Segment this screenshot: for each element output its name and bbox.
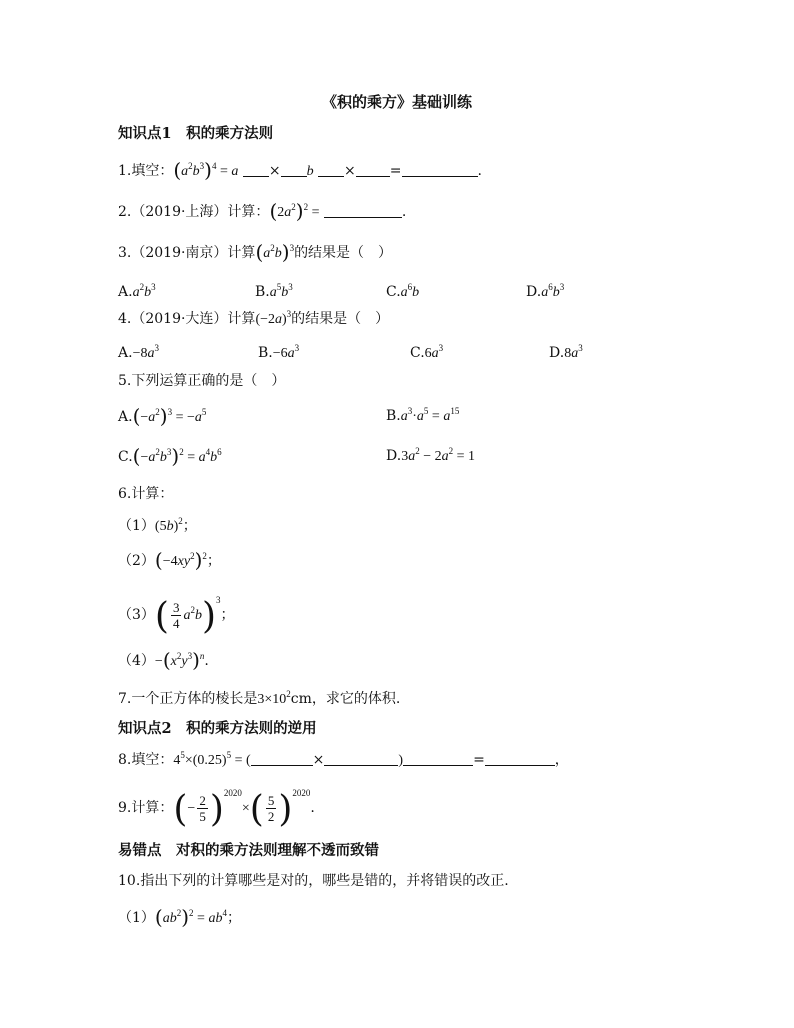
q5-option-b[interactable]: $B.a^3\cdot a^5 = a^{15}$ [386, 406, 460, 424]
question-3: 3.（2019·南京）计算$(a^2b)^3$的结果是（ ） [118, 240, 393, 264]
question-9: 9.计算：(− $\frac{2}{5}$ )$^{2020}$×( $\frac{5}{2}$ )$^{2020}$. [118, 788, 315, 830]
q3-option-b[interactable]: $B.a^5b^3$ [255, 282, 293, 300]
q3-option-c[interactable]: $C.a^6b$ [386, 282, 420, 300]
blank-8d[interactable] [485, 753, 555, 766]
blank-8b[interactable] [324, 753, 398, 766]
q6-item-1: $(1)(5b)^2$； [118, 516, 197, 534]
page-title: 《积的乘方》基础训练 [321, 93, 472, 111]
q3-option-a[interactable]: $A.a^2b^3$ [118, 282, 156, 300]
q3-option-d[interactable]: $D.a^6b^3$ [526, 282, 565, 300]
question-4: 4.（2019·大连）计算$(-2a)^3$的结果是（ ） [118, 309, 390, 327]
question-10: 10.指出下列的计算哪些是对的，哪些是错的，并将错误的改正. [118, 873, 509, 889]
blank-1c[interactable] [318, 164, 344, 177]
q4-option-b[interactable]: $B.-6a^3$ [258, 343, 300, 361]
question-1: 1.填空：$(a^2b^3)^4 = a \times b$ × = . [118, 158, 482, 182]
question-6: 6.计算： [118, 486, 174, 502]
q6-item-3: （3）( $\frac{3}{4}$ $a^2b)^3$； [118, 595, 235, 637]
question-7: 7.一个正方体的棱长是$3\times 10^2cm$，求它的体积. [118, 689, 401, 707]
blank-1e[interactable] [402, 164, 478, 177]
blank-1d[interactable] [356, 164, 390, 177]
q4-option-a[interactable]: $A.-8a^3$ [118, 343, 159, 361]
q6-item-4: $(4)-(x^2y^3)^n$. [118, 648, 209, 672]
blank-8c[interactable] [403, 753, 473, 766]
q4-option-c[interactable]: $C.6a^3$ [410, 343, 444, 361]
question-8: 8.填空：$4^5\times(0.25)^5$ = ( × ) = ， [118, 750, 569, 768]
q5-option-c[interactable]: $C.(-a^2b^3)^2 = a^4b^6$ [118, 444, 222, 468]
blank-1a[interactable] [243, 164, 269, 177]
blank-8a[interactable] [251, 753, 313, 766]
q4-option-d[interactable]: $D.8a^3$ [549, 343, 583, 361]
q10-item-1: $(1)(ab^2)^2 = ab^4$； [118, 905, 241, 929]
question-1-label: 1.填空： [118, 163, 174, 179]
question-5: 5.下列运算正确的是（ ） [118, 373, 286, 389]
q6-item-2: $(2)(-4xy^2)^2$； [118, 548, 221, 572]
q5-option-a[interactable]: $A.(-a^2)^3 = -a^5$ [118, 404, 207, 428]
q5-option-d[interactable]: $D.3a^2 - 2a^2 = 1$ [386, 446, 475, 464]
question-2: 2.（2019·上海）计算：$(2a^2)^2$ = . [118, 199, 407, 223]
blank-1b[interactable] [281, 164, 307, 177]
section-heading-3: 易错点 对积的乘方法则理解不透而致错 [118, 842, 379, 859]
section-heading-2: 知识点2 积的乘方法则的逆用 [118, 720, 317, 737]
section-heading-1: 知识点1 积的乘方法则 [118, 125, 274, 142]
blank-2[interactable] [324, 205, 402, 218]
